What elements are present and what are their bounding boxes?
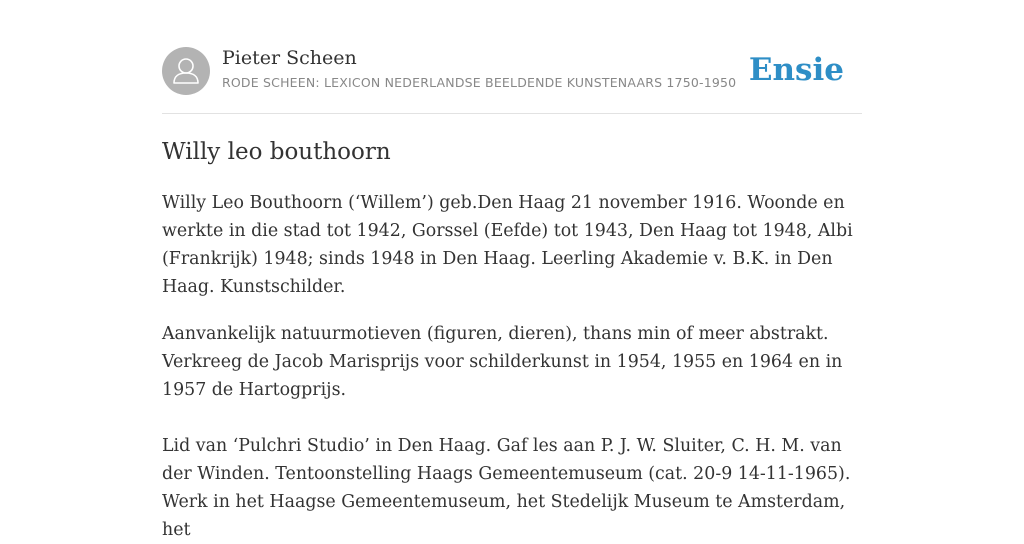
user-silhouette-icon — [162, 47, 210, 95]
article-paragraph: Lid van ‘Pulchri Studio’ in Den Haag. Gaf les aan P. J. W. Sluiter, C. H. M. van der Winden. Tentoonstelling Haags Gemeentemuseum (cat. 20-9 14-11-1965). Werk in het Haagse Gemeentemuseum, het Stedelijk Museum te Amsterdam, het — [162, 436, 851, 540]
source-title[interactable]: RODE SCHEEN: LEXICON NEDERLANDSE BEELDENDE KUNSTENAARS 1750-1950 — [222, 75, 737, 90]
article-title: Willy leo bouthoorn — [162, 139, 391, 165]
author-avatar[interactable] — [162, 47, 210, 95]
article-header — [162, 47, 862, 95]
article-paragraph: Willy Leo Bouthoorn (‘Willem’) geb.Den Haag 21 november 1916. Woonde en werkte in die stad tot 1942, Gorssel (Eefde) tot 1943, Den Haag tot 1948, Albi (Frankrijk) 1948; sinds 1948 in Den Haag. Leerling Akademie v. B.K. in Den Haag. Kunstschilder. — [162, 193, 853, 297]
ensie-logo[interactable]: Ensie — [748, 52, 844, 88]
article-page — [162, 0, 862, 540]
header-divider — [162, 113, 862, 114]
article-paragraph: Aanvankelijk natuurmotieven (figuren, dieren), thans min of meer abstrakt. Verkreeg de Jacob Marisprijs voor schilderkunst in 1954, 1955 en 1964 en in 1957 de Hartogprijs. — [162, 324, 843, 400]
author-name[interactable]: Pieter Scheen — [222, 47, 357, 69]
